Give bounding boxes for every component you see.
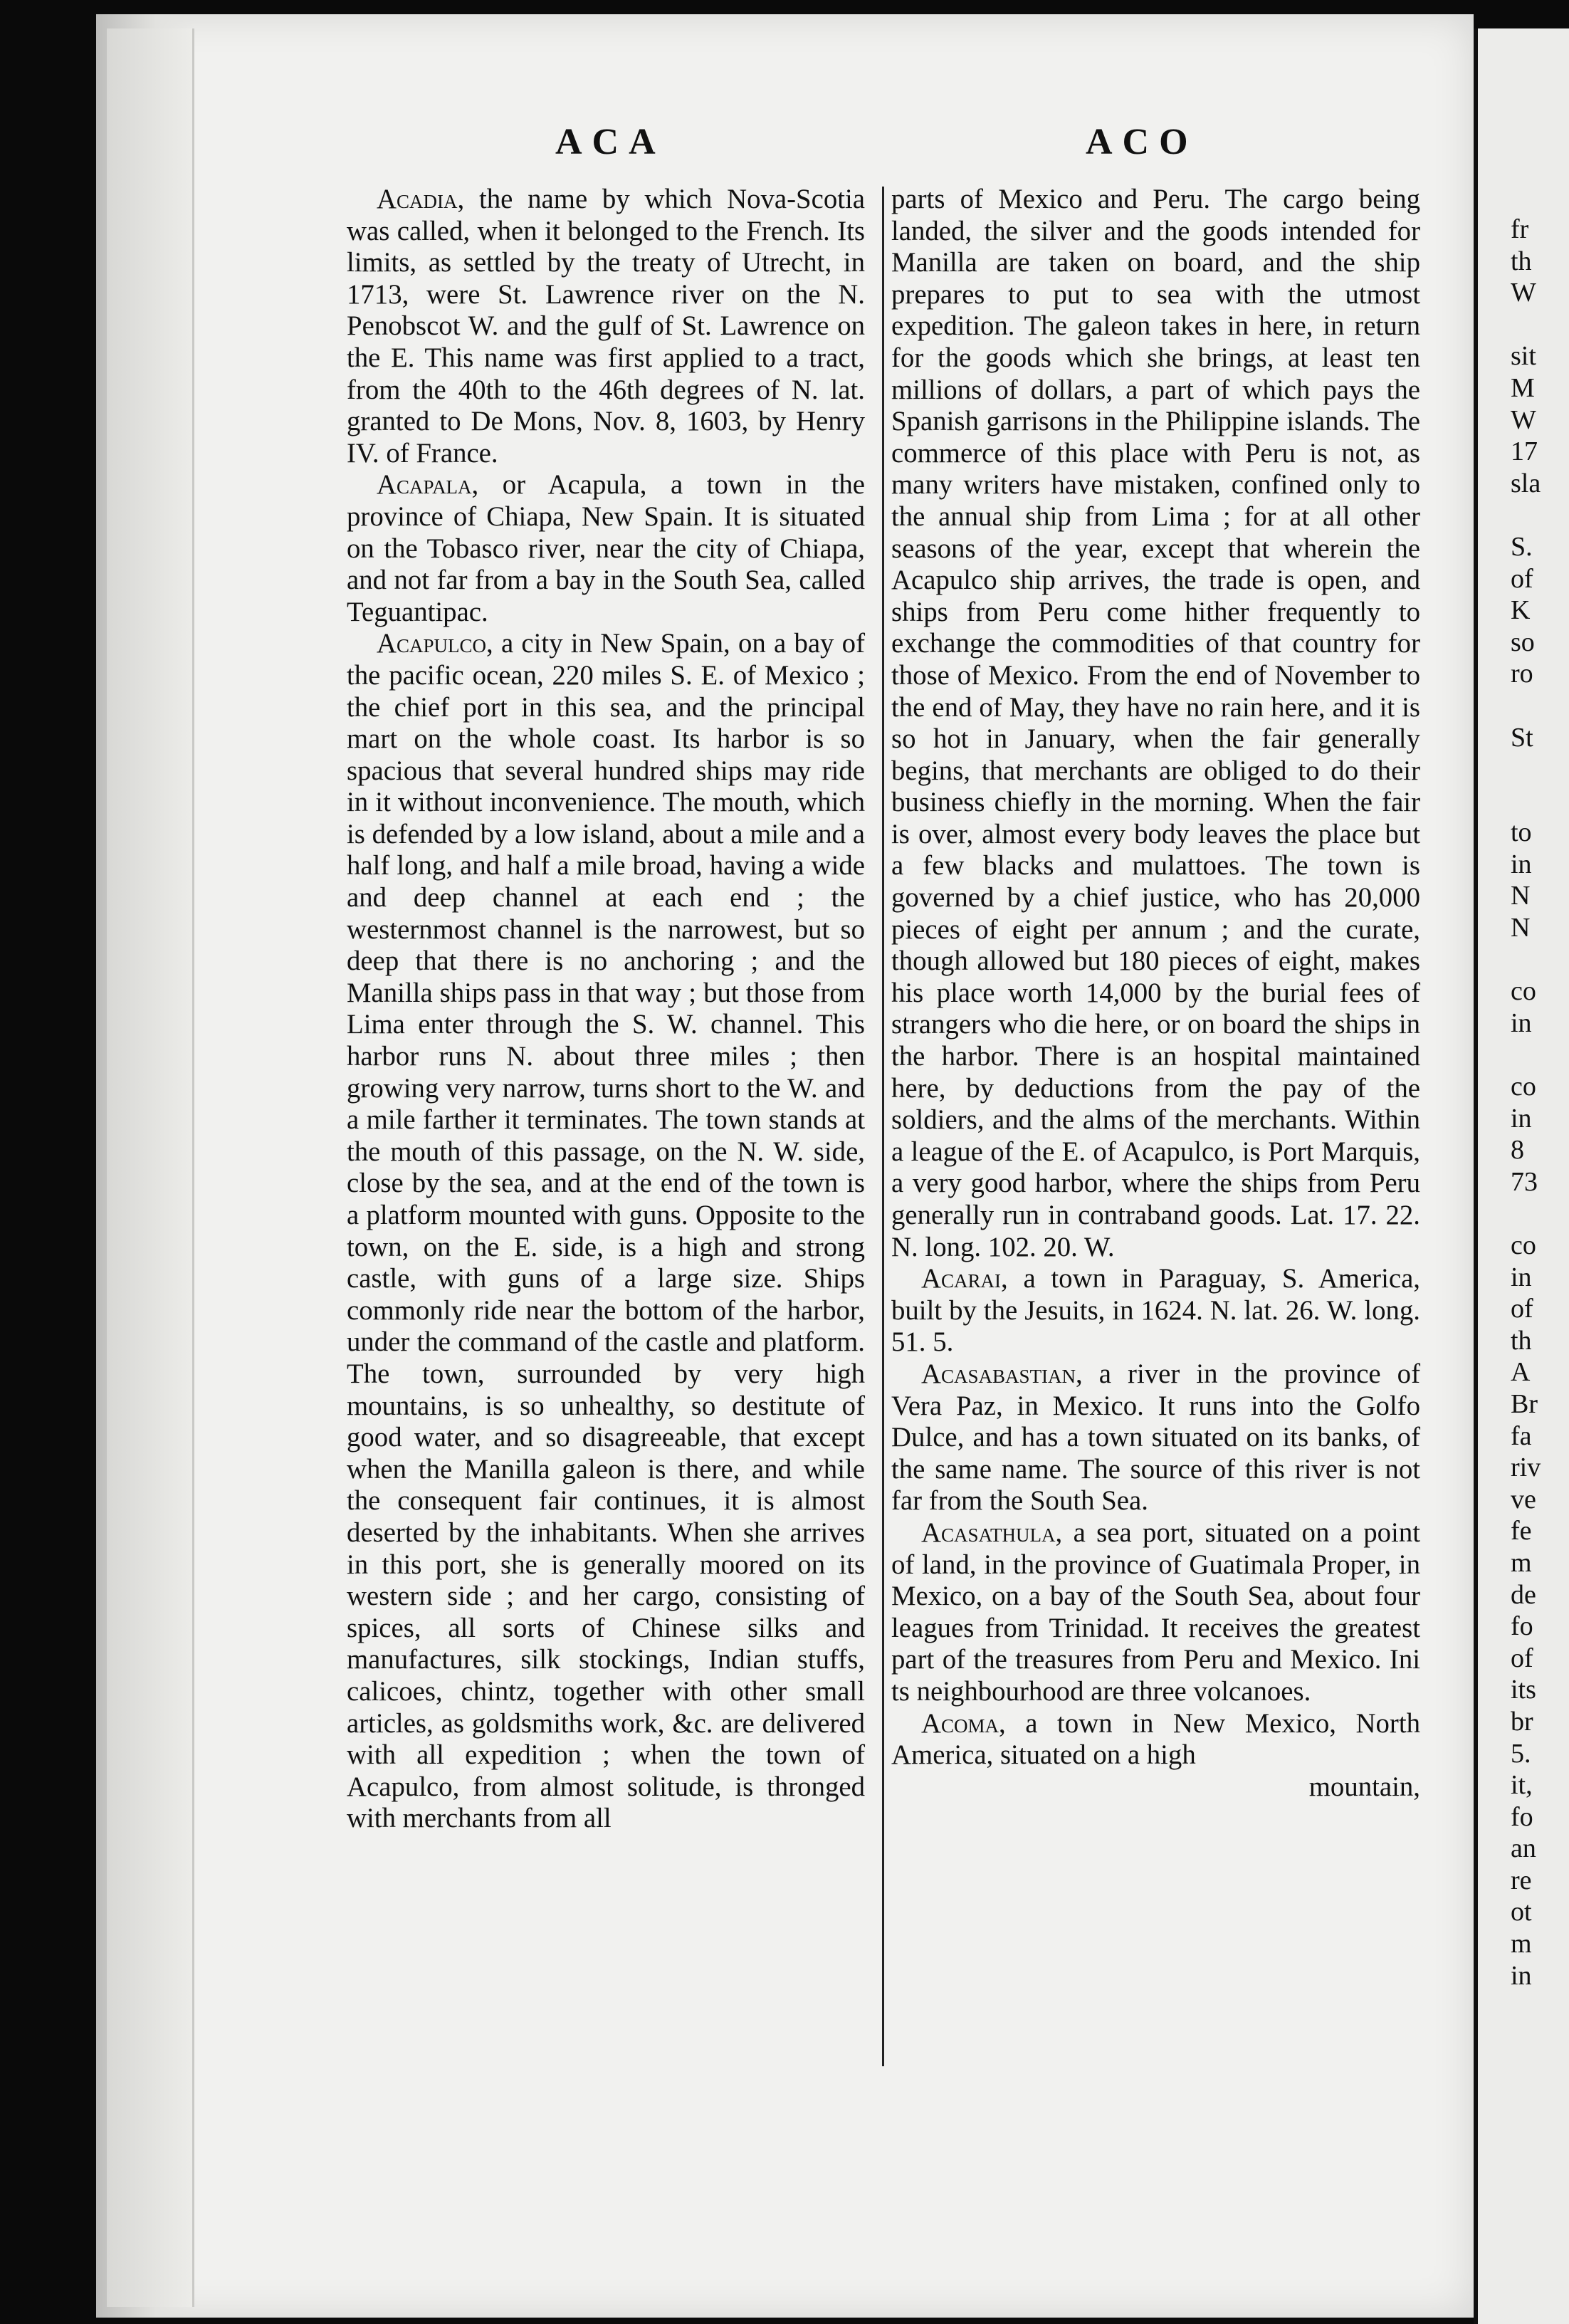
running-header-right: ACO bbox=[1086, 122, 1198, 162]
edge-fragment: th bbox=[1511, 1325, 1532, 1356]
catchword: mountain, bbox=[1308, 1771, 1420, 1802]
edge-fragment: N bbox=[1511, 913, 1531, 943]
binding-edge bbox=[107, 28, 194, 2307]
entry-headword: Acasathula, bbox=[921, 1517, 1063, 1548]
edge-fragment: in bbox=[1511, 1007, 1532, 1038]
edge-fragment: of bbox=[1511, 1294, 1533, 1324]
edge-fragment: fe bbox=[1511, 1516, 1532, 1546]
edge-fragment: in bbox=[1511, 1103, 1532, 1134]
entry-text: a river in the province of Vera Paz, in Mexico. It runs into the Golfo Dulce, and has a town situated on its banks, of the same name. The source of this river is not far from the South Sea. bbox=[891, 1358, 1420, 1517]
edge-fragment bbox=[1511, 1039, 1568, 1071]
entry-headword: Acapala, bbox=[377, 469, 479, 501]
edge-fragment: m bbox=[1511, 1929, 1532, 1959]
entry-text: parts of Mexico and Peru. The cargo being landed, the silver and the goods intended for Manilla are taken on board, and the ship prepares to put to sea with the utmost expedition. The galeon takes in here, in return for the goods which she brings, at least ten millions of dollars, a part of which pays the Spanish garrisons in the Philippine islands. The commerce of this place with Peru is not, as many writers have mistaken, confined only to the annual ship from Lima ; for at all other seasons of the year, except that wherein the Acapulco ship arrives, the trade is open, and ships from Peru come hither frequently to exchange the commodities of that country for those of Mexico. From the end of November to the end of May, they have no rain here, and it is so hot in January, when the fair generally begins, that merchants are obliged to do their business chiefly in the morning. When the fair is over, almost every body leaves the place but a few blacks and mulattoes. The town is governed by a chief justice, who has 20,000 pieces of eight per annum ; and the curate, though allowed but 180 pieces of eight, makes his place worth 14,000 by the burial fees of strangers who die here, or on board the ships in the harbor. There is an hospital maintained here, by deductions from the pay of the soldiers, and the alms of the merchants. Within a league of the E. of Acapulco, is Port Marquis, a very good harbor, where the ships from Peru generally run in contraband goods. Lat. 17. 22. N. long. 102. 20. W. bbox=[891, 184, 1420, 1262]
edge-fragment: St bbox=[1511, 722, 1533, 753]
edge-fragment bbox=[1511, 499, 1568, 531]
edge-fragment: of bbox=[1511, 1643, 1533, 1673]
edge-fragment: 5. bbox=[1511, 1738, 1531, 1769]
edge-fragment: its bbox=[1511, 1675, 1536, 1705]
entry-headword: Acadia, bbox=[377, 184, 465, 214]
edge-fragment: br bbox=[1511, 1706, 1533, 1737]
edge-fragment: m bbox=[1511, 1547, 1532, 1578]
edge-fragment: fo bbox=[1511, 1611, 1533, 1642]
edge-fragment: 73 bbox=[1511, 1166, 1538, 1197]
entry-paragraph bbox=[347, 469, 865, 628]
edge-fragment: th bbox=[1511, 246, 1532, 276]
edge-fragment: so bbox=[1511, 627, 1535, 657]
entry-text: a town in Paraguay, S. America, built by the Jesuits, in 1624. N. lat. 26. W. long. 51. 5. bbox=[891, 1263, 1420, 1358]
edge-fragment: re bbox=[1511, 1865, 1532, 1895]
entry-text: or Acapula, a town in the province of Chiapa, New Spain. It is situated on the Tobasco river, near the city of Chiapa, and not far from a bay in the South Sea, called Teguantipac. bbox=[347, 469, 865, 627]
entry-paragraph bbox=[891, 1359, 1420, 1517]
edge-fragment: Br bbox=[1511, 1388, 1538, 1419]
edge-fragment: ve bbox=[1511, 1484, 1536, 1514]
column-divider bbox=[882, 187, 884, 2066]
edge-fragment: M bbox=[1511, 372, 1535, 403]
edge-fragment bbox=[1511, 690, 1568, 722]
entry-paragraph bbox=[891, 1263, 1420, 1359]
right-text-column bbox=[891, 184, 1420, 1803]
edge-fragment: N bbox=[1511, 881, 1531, 911]
entry-headword: Acarai, bbox=[921, 1263, 1008, 1294]
edge-fragment: 8 bbox=[1511, 1135, 1524, 1166]
edge-fragment: K bbox=[1511, 595, 1531, 626]
entry-paragraph bbox=[347, 184, 865, 469]
edge-fragment: fo bbox=[1511, 1801, 1533, 1832]
edge-fragment: ro bbox=[1511, 659, 1533, 689]
entry-headword: Acasabastian, bbox=[921, 1358, 1083, 1389]
edge-fragment: of bbox=[1511, 563, 1533, 594]
edge-fragment: it, bbox=[1511, 1770, 1533, 1801]
edge-fragment: to bbox=[1511, 817, 1532, 848]
edge-fragment bbox=[1511, 753, 1568, 785]
entry-paragraph bbox=[891, 184, 1420, 1263]
edge-fragment: riv bbox=[1511, 1452, 1541, 1483]
edge-fragment bbox=[1511, 309, 1568, 341]
entry-text: a sea port, situated on a point of land, in the province of Guatimala Proper, in Mexico, on a bay of the South Sea, about four leagues from Trinidad. It receives the greatest part of the treasures from Peru and Mexico. Ini ts neighbourhood are three volcanoes. bbox=[891, 1517, 1420, 1707]
entry-paragraph bbox=[891, 1517, 1420, 1708]
entry-text: a town in New Mexico, North America, situated on a high bbox=[891, 1707, 1420, 1771]
edge-fragment bbox=[1511, 785, 1568, 817]
edge-fragment: an bbox=[1511, 1833, 1536, 1864]
edge-fragment bbox=[1511, 1198, 1568, 1230]
edge-fragment: co bbox=[1511, 1230, 1536, 1260]
edge-fragment: co bbox=[1511, 1072, 1536, 1102]
edge-fragment: fa bbox=[1511, 1420, 1532, 1451]
edge-fragment: S. bbox=[1511, 531, 1533, 562]
edge-fragment bbox=[1511, 944, 1568, 976]
entry-headword: Acoma, bbox=[921, 1707, 1006, 1739]
entry-paragraph bbox=[891, 1708, 1420, 1771]
entry-paragraph bbox=[347, 628, 865, 1835]
edge-fragment: in bbox=[1511, 849, 1532, 879]
edge-fragment: 17 bbox=[1511, 436, 1538, 467]
running-header-left: ACA bbox=[555, 122, 666, 162]
edge-fragment: W bbox=[1511, 278, 1536, 308]
edge-fragment: co bbox=[1511, 976, 1536, 1007]
edge-fragment: A bbox=[1511, 1357, 1531, 1388]
left-text-column bbox=[347, 184, 865, 1835]
edge-fragment: de bbox=[1511, 1579, 1536, 1610]
entry-text: a city in New Spain, on a bay of the pacific ocean, 220 miles S. E. of Mexico ; the chief port in this sea, and the principal mart on the whole coast. Its harbor is so spacious that several hundred ships may ride in it without inconvenience. The mouth, which is defended by a low island, about a mile and a half long, and half a mile broad, having a wide and deep channel at each end ; the westernmost channel is the narrowest, but so deep that there is no anchoring ; and the Manilla ships pass in that way ; but those from Lima enter through the S. W. channel. This harbor runs N. about three miles ; then growing very narrow, turns short to the W. and a mile farther it terminates. The town stands at the mouth of this passage, on the N. W. side, close by the sea, and at the end of the town is a platform mounted with guns. Opposite to the town, on the E. side, is a high and strong castle, with guns of a large size. Ships commonly ride near the bottom of the harbor, under the command of the castle and platform. The town, surrounded by very high mountains, is so unhealthy, so destitute of good water, and so disagreeable, that except when the Manilla galeon is there, and while the consequent fair continues, it is almost deserted by the inhabitants. When she arrives in this port, she is generally moored on its western side ; and her cargo, consisting of spices, all sorts of Chinese silks and manufactures, silk stockings, Indian stuffs, calicoes, chintz, together with other small articles, as goldsmiths work, &c. are delivered with all expedition ; when the town of Acapulco, from almost solitude, is thronged with merchants from all bbox=[347, 628, 865, 1834]
edge-fragment: ot bbox=[1511, 1897, 1532, 1927]
edge-fragment: sit bbox=[1511, 341, 1536, 372]
facing-page-fragments bbox=[1511, 214, 1568, 1991]
edge-fragment: sla bbox=[1511, 468, 1541, 498]
entry-headword: Acapulco, bbox=[377, 628, 493, 659]
edge-fragment: W bbox=[1511, 404, 1536, 435]
edge-fragment: in bbox=[1511, 1262, 1532, 1292]
edge-fragment: fr bbox=[1511, 214, 1529, 244]
entry-text: the name by which Nova-Scotia was called, when it belonged to the French. Its limits, as settled by the treaty of Utrecht, in 1713, were St. Lawrence river on the N. Penobscot W. and the gulf of St. Lawrence on the E. This name was first applied to a tract, from the 40th to the 46th degrees of N. lat. granted to De Mons, Nov. 8, 1603, by Henry IV. of France. bbox=[347, 184, 865, 469]
edge-fragment: in bbox=[1511, 1960, 1532, 1991]
